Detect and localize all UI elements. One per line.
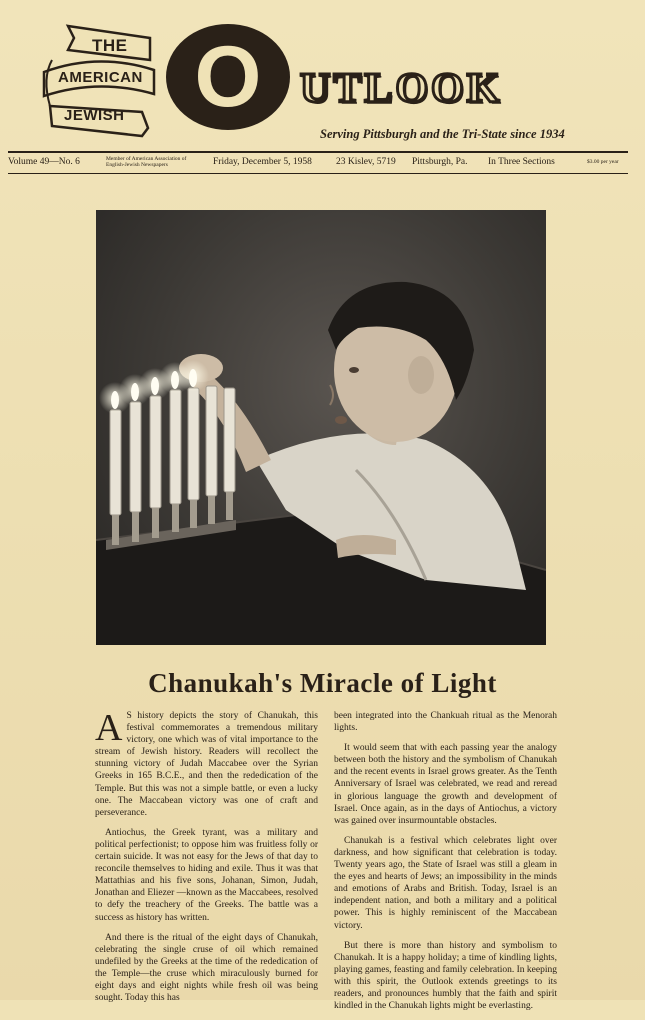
dateline-sections: In Three Sections <box>488 157 555 167</box>
photo-illustration <box>96 210 546 645</box>
banner-word-american: AMERICAN <box>58 69 143 86</box>
dateline-price: $3.00 per year <box>587 159 619 165</box>
masthead-title-o: O <box>194 29 262 125</box>
dateline-member-text: Member of American Association of English-Jewish Newspapers <box>106 156 187 168</box>
masthead-tagline: Serving Pittsburgh and the Tri-State since 1934 <box>320 127 565 141</box>
article-paragraph-7: But there is more than history and symbolism to Chanukah. It is a happy holiday; a time of kindling lights, playing games, feasting and family celebration. In keeping with this spirit, the Outlook extends greetings to its readers, and pronounces humbly that the faith and spirit kindled in the Chanukah lights might be everlasting. <box>334 940 557 1012</box>
article-paragraph-1 <box>95 707 318 819</box>
photo-boy-lighting-menorah <box>96 210 546 645</box>
dateline-rule-bottom <box>8 173 628 174</box>
masthead <box>0 0 645 160</box>
banner-word-jewish: JEWISH <box>64 107 125 124</box>
article-paragraph-5: It would seem that with each passing year the analogy between both the history and the symbolism of Chanukah and the recent events in Israel grows greater. As the Tenth Anniversary of Israel was celebrated, we read and reread in glorious language the growth and development of Israel. Once again, as in the days of Antiochus, a victory was gained over insurmountable obstacles. <box>334 743 557 826</box>
article-paragraph-4: been integrated into the Chankuah ritual as the Menorah lights. <box>334 711 557 734</box>
dateline-place: Pittsburgh, Pa. <box>412 157 468 167</box>
dateline-date: Friday, December 5, 1958 <box>213 157 312 167</box>
article-dropcap: A <box>95 707 123 749</box>
article-paragraph-1-text: S history depicts the story of Chanukah, this festival commemorates a tremendous military victory, one which was of vital importance to the stream of Jewish history. Readers will recollect the stunning victory of Judah Maccabee over the Syrian Greeks in 165 B.C.E., and then the rededication of the Temple. But this was not a simple battle, or even a lucky one. The Maccabean victory was one of craft and perseverance. <box>95 711 318 818</box>
article-headline: Chanukah's Miracle of Light <box>148 668 497 698</box>
masthead-title-rest: UTLOOK <box>300 66 503 112</box>
article-column-right <box>334 710 557 1020</box>
article-paragraph-3: And there is the ritual of the eight days of Chanukah, celebrating the single cruse of oil which remained undefiled by the Greeks at the time of the rededication of the Temple—the cruse which miraculously burned for eight days and eight nights while fresh oil was being sought. Today this has <box>95 932 318 1004</box>
banner-word-the: THE <box>92 36 128 55</box>
dateline-volume: Volume 49—No. 6 <box>8 157 80 167</box>
dateline-rule-top <box>8 151 628 153</box>
article-paragraph-2: Antiochus, the Greek tyrant, was a military and political perfectionist; to oppose him was fruitless folly or certain suicide. It was not easy for the Jews of that day to reconcile themselves to hiding and exile. Thus it was that Mattathias and his five sons, Johanan, Simon, Judah, Jonathan and Eliezer —known as the Maccabees, resolved to defy the treachery of the Greeks. The battle was a success as history has written. <box>95 827 318 923</box>
article-paragraph-6: Chanukah is a festival which celebrates light over darkness, and how significant that celebration is today. Twenty years ago, the State of Israel was still a gleam in the eyes and hearts of Jews; an impossibility in the minds and emotions of Arabs and British. Today, Israel is an independent nation, and both a military and a political power. This is highly reminiscent of the Maccabean victory. <box>334 835 557 931</box>
dateline-member <box>106 156 206 168</box>
dateline-hebrew-date: 23 Kislev, 5719 <box>336 157 396 167</box>
article-column-left <box>95 707 318 1012</box>
